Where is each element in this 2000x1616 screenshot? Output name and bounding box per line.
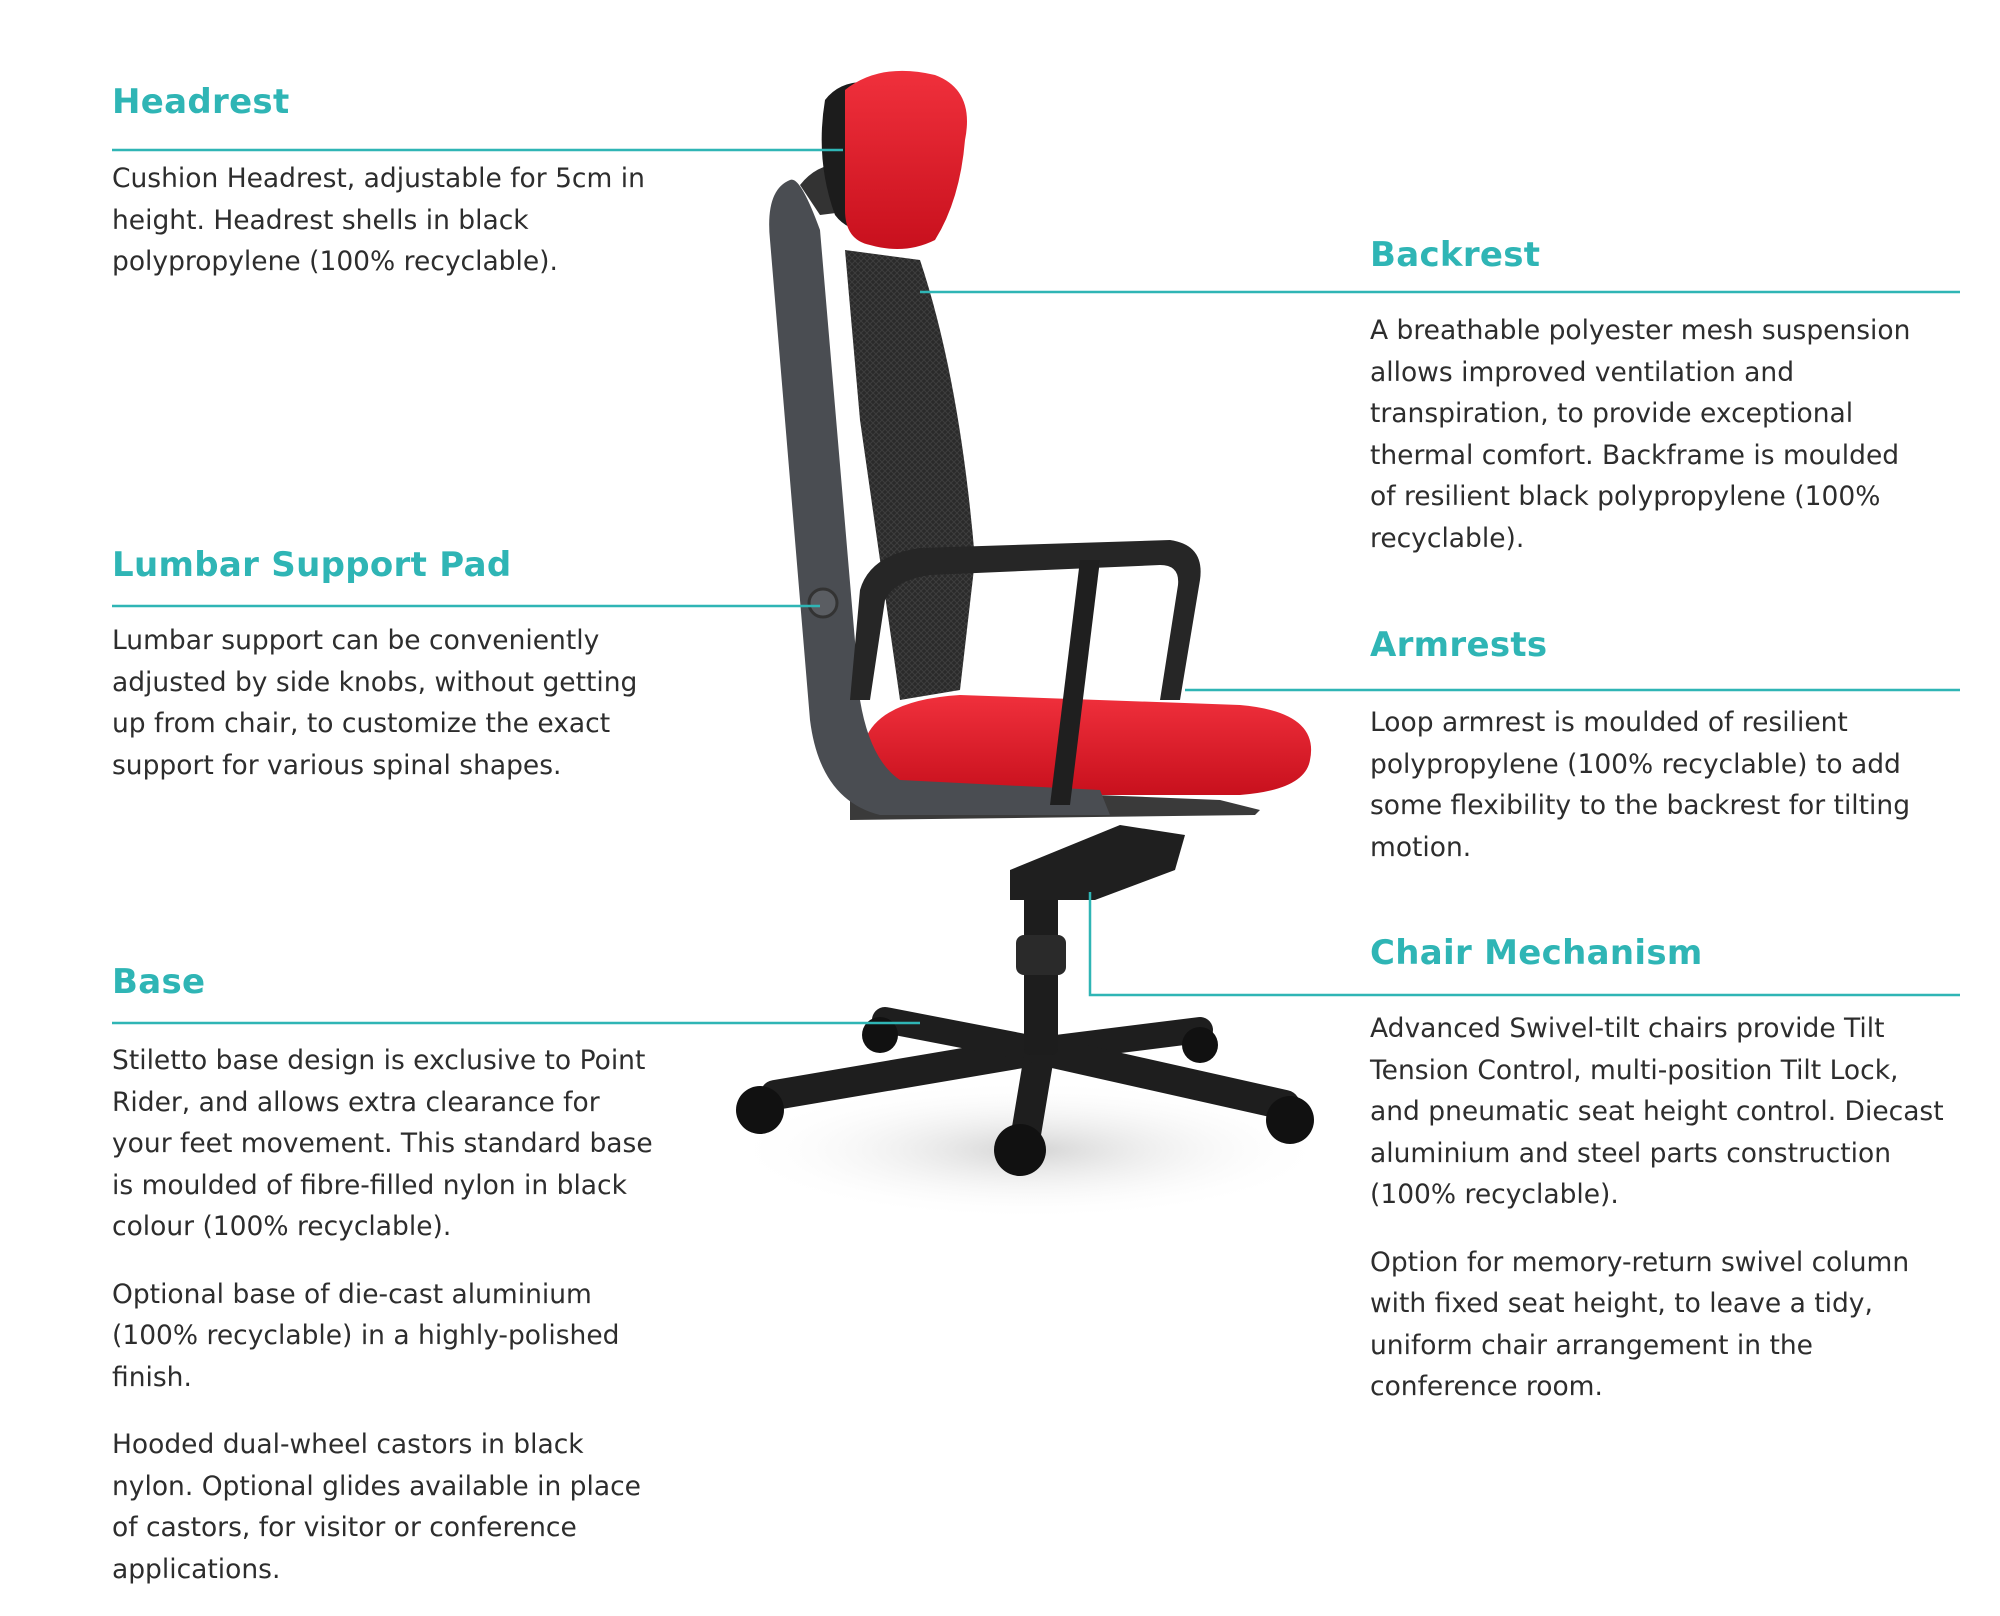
feature-title: Lumbar Support Pad xyxy=(112,545,512,585)
feature-base xyxy=(112,962,672,1002)
feature-paragraph: Loop armrest is moulded of resilient polypropylene (100% recyclable) to add some flexibility to the backrest for tilting motion. xyxy=(1370,707,1911,863)
feature-base-body xyxy=(112,1040,657,1616)
feature-paragraph: Stiletto base design is exclusive to Point Rider, and allows extra clearance for your feet movement. This standard base is moulded of fibre-filled nylon in black colour (100% recyclable). xyxy=(112,1045,653,1242)
feature-armrests-body xyxy=(1370,702,1930,894)
feature-paragraph: Optional base of die-cast aluminium (100% recyclable) in a highly-polished finish. xyxy=(112,1278,620,1393)
feature-lumbar xyxy=(112,545,672,585)
chair-mechanism xyxy=(1010,825,1185,900)
feature-paragraph: Advanced Swivel-tilt chairs provide Tilt Tension Control, multi-position Tilt Lock, and pneumatic seat height control. Diecast aluminium and steel parts construction (100% recyclable). xyxy=(1370,1013,1944,1210)
feature-lumbar-body xyxy=(112,620,672,812)
lumbar-knob xyxy=(809,589,837,617)
feature-title: Base xyxy=(112,962,206,1002)
feature-paragraph: Option for memory-return swivel column with fixed seat height, to leave a tidy, uniform chair arrangement in the conference room. xyxy=(1370,1246,1910,1402)
feature-title: Headrest xyxy=(112,82,290,122)
feature-mechanism xyxy=(1370,933,1950,973)
feature-paragraph: Cushion Headrest, adjustable for 5cm in height. Headrest shells in black polypropylene (100% recyclable). xyxy=(112,163,645,277)
feature-paragraph: A breathable polyester mesh suspension allows improved ventilation and transpiration, to provide exceptional thermal comfort. Backframe is moulded of resilient black polypropylene (100% recyclable). xyxy=(1370,315,1911,554)
feature-headrest-body xyxy=(112,158,652,309)
feature-mechanism-body xyxy=(1370,1008,1955,1434)
feature-paragraph: Lumbar support can be conveniently adjusted by side knobs, without getting up from chair, to customize the exact support for various spinal shapes. xyxy=(112,625,638,781)
seat-cushion xyxy=(863,695,1311,795)
feature-title: Chair Mechanism xyxy=(1370,933,1703,973)
feature-backrest xyxy=(1370,235,1930,275)
feature-armrests xyxy=(1370,625,1930,665)
feature-headrest xyxy=(112,82,672,122)
feature-backrest-body xyxy=(1370,310,1930,585)
headrest-cushion xyxy=(845,71,967,249)
feature-title: Armrests xyxy=(1370,625,1548,665)
feature-paragraph: Hooded dual-wheel castors in black nylon. Optional glides available in place of castors, for visitor or conference applications. xyxy=(112,1429,641,1585)
feature-title: Backrest xyxy=(1370,235,1541,275)
